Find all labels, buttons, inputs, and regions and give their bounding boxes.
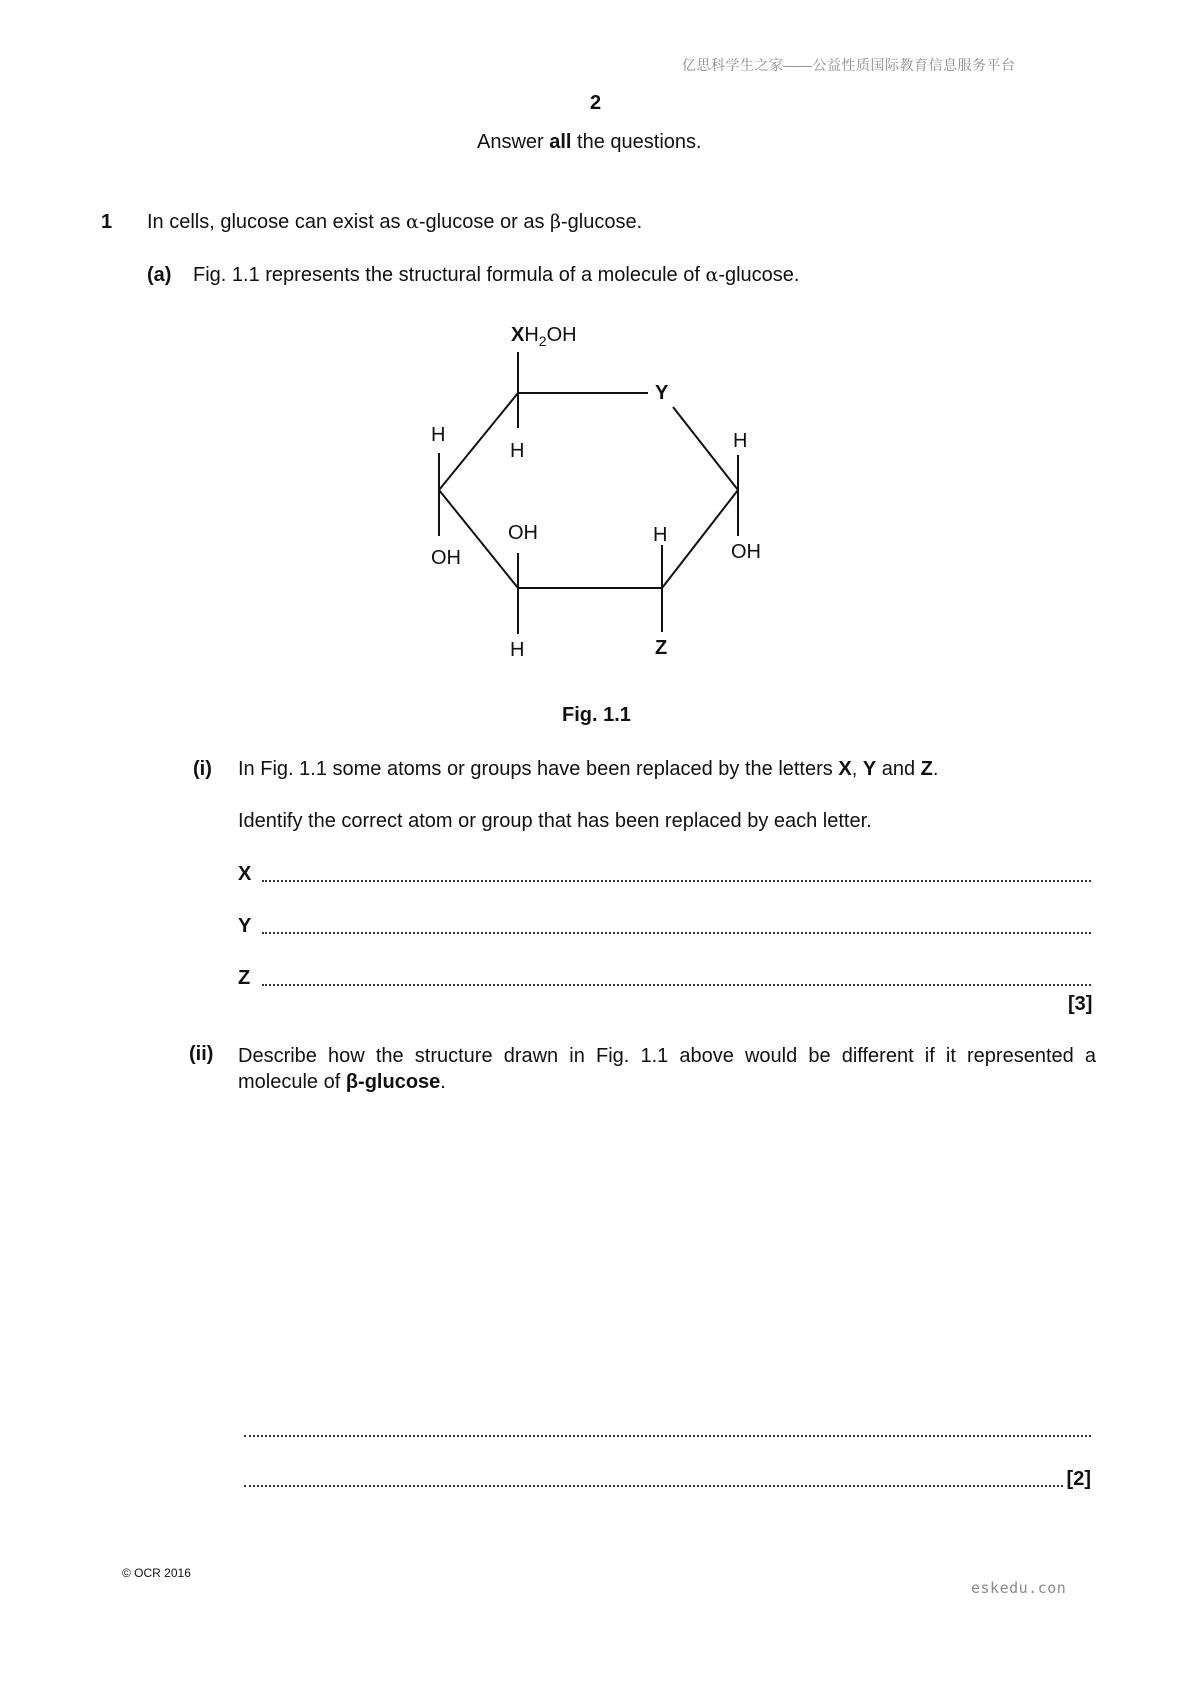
- atom-ch2oh-label: [511, 324, 577, 349]
- copyright: © OCR 2016: [122, 1566, 191, 1580]
- answer-line-ii-2[interactable]: [244, 1467, 1091, 1491]
- sub-question-i-instruction: Identify the correct atom or group that has been replaced by each letter.: [238, 810, 872, 832]
- atom-z: Z: [655, 637, 668, 659]
- atom-x-h: H: [524, 324, 539, 346]
- part-a-text-start: Fig. 1.1 represents the structural formula of a molecule of: [193, 264, 706, 286]
- footer-site: eskedu.con: [971, 1579, 1067, 1597]
- answer-line-ii-1[interactable]: [244, 1417, 1091, 1441]
- comma: ,: [851, 758, 863, 780]
- answer-line-y[interactable]: [238, 912, 1091, 938]
- answer-line-x[interactable]: [238, 860, 1091, 886]
- beta-glucose-bold: β-glucose: [345, 1071, 441, 1093]
- instruction-text: Answer: [477, 131, 550, 153]
- marks-ii: [2]: [1066, 1468, 1091, 1490]
- answer-letter: Z: [238, 967, 251, 989]
- ring-bonds: [439, 352, 738, 634]
- atom-x-oh: OH: [546, 324, 577, 346]
- letter-x: X: [838, 758, 852, 780]
- glucose-structure-diagram: [0, 0, 1191, 720]
- marks-i: [3]: [1068, 993, 1093, 1015]
- answer-dotted-line[interactable]: [262, 914, 1091, 934]
- answer-dotted-line[interactable]: [262, 966, 1091, 986]
- alpha-symbol: α: [705, 264, 719, 286]
- atom-h-c4-top: H: [431, 424, 446, 446]
- bond-c4-c5: [439, 393, 518, 490]
- atom-x: X: [511, 324, 525, 346]
- answer-letter: Y: [238, 915, 252, 937]
- bond-o-c1: [673, 407, 738, 490]
- atom-h-c5-bottom: H: [510, 440, 525, 462]
- instruction-text-end: the questions.: [571, 131, 702, 153]
- beta-symbol: β: [550, 211, 562, 233]
- part-a-text-end: -glucose.: [718, 264, 800, 286]
- answer-dotted-line[interactable]: [262, 862, 1091, 882]
- page-number: 2: [590, 92, 602, 114]
- question-number: 1: [101, 211, 113, 233]
- atom-oh-c1-bottom: OH: [731, 541, 761, 563]
- figure-caption: Fig. 1.1: [562, 704, 631, 726]
- answer-dotted-line[interactable]: [244, 1417, 1091, 1437]
- bond-c1-c2: [662, 490, 738, 588]
- atom-h-c3-bottom: H: [510, 639, 525, 661]
- sub-ii-text-start: Describe how the structure drawn in Fig. 1.1 above would be different if it represented a molecule of: [238, 1045, 1096, 1093]
- atom-y: Y: [655, 382, 669, 404]
- answer-dotted-line[interactable]: [244, 1467, 1063, 1487]
- question-text-mid: -glucose or as: [418, 211, 551, 233]
- sub-i-text-start: In Fig. 1.1 some atoms or groups have been replaced by the letters: [238, 758, 839, 780]
- atom-oh-c4-bottom: OH: [431, 547, 461, 569]
- bond-c3-c4: [439, 490, 518, 588]
- sub-question-i-label: (i): [193, 758, 212, 780]
- answer-letter: X: [238, 863, 252, 885]
- atom-x-subscript: 2: [538, 333, 547, 349]
- question-text-start: In cells, glucose can exist as: [147, 211, 407, 233]
- letter-z: Z: [920, 758, 933, 780]
- atom-h-c2-top: H: [653, 524, 668, 546]
- period: .: [932, 758, 939, 780]
- sub-question-ii-label: (ii): [189, 1043, 214, 1065]
- letter-y: Y: [862, 758, 877, 780]
- alpha-symbol: α: [406, 211, 419, 233]
- sub-ii-text-end: .: [440, 1071, 446, 1093]
- and-word: and: [876, 758, 921, 780]
- instruction-bold: all: [549, 131, 572, 153]
- sub-question-ii-text: [238, 1043, 1096, 1095]
- answer-line-z[interactable]: [238, 964, 1091, 990]
- atom-oh-c3-top: OH: [508, 522, 538, 544]
- atom-h-c1-top: H: [733, 430, 748, 452]
- question-text-end: -glucose.: [561, 211, 643, 233]
- sub-question-i-text: [238, 758, 938, 781]
- part-a-label: (a): [147, 264, 172, 286]
- header-watermark: 亿思科学生之家——公益性质国际教育信息服务平台: [682, 57, 1016, 73]
